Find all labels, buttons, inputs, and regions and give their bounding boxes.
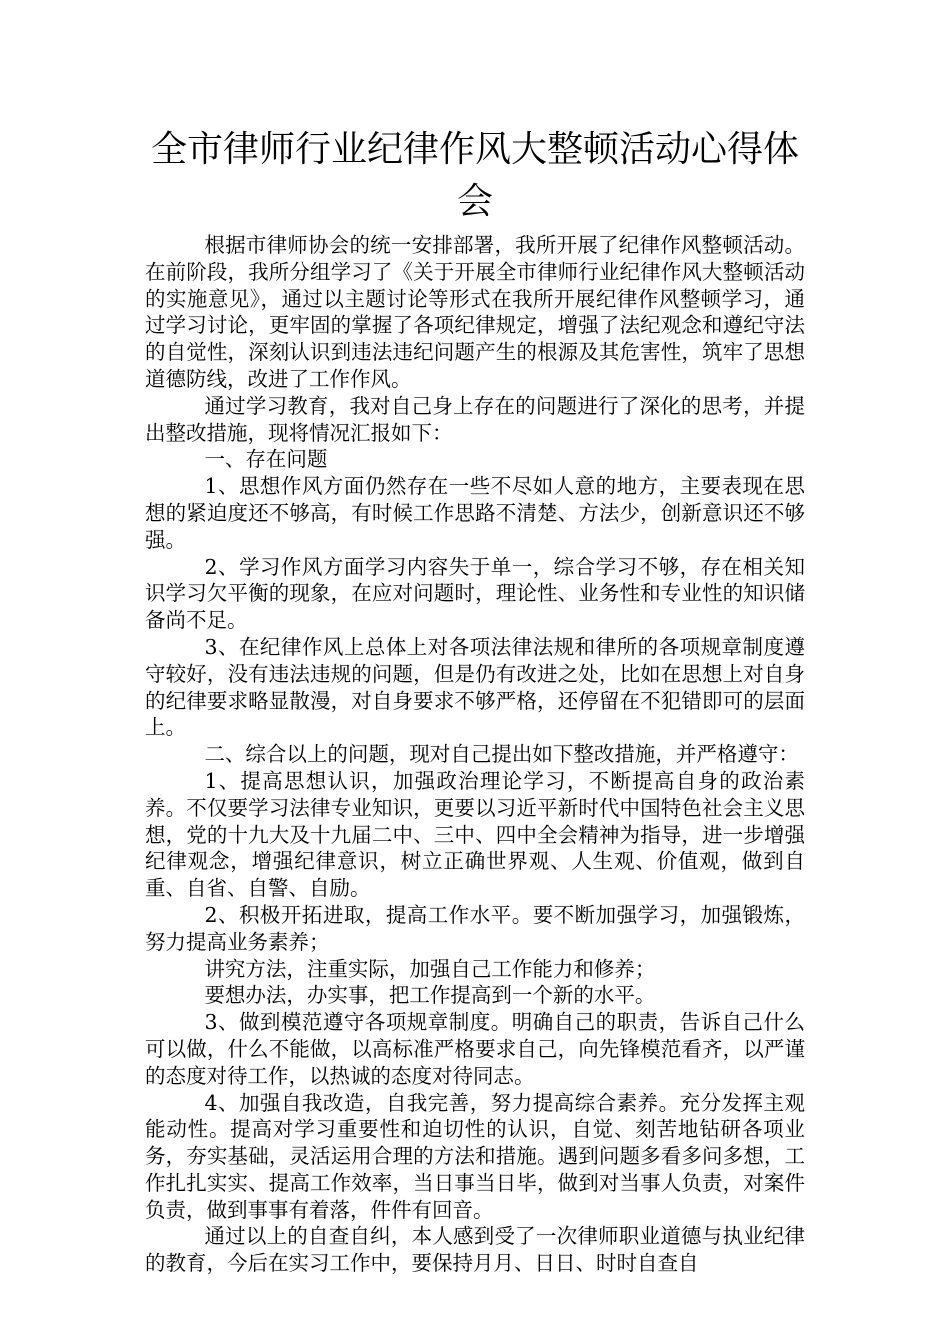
section-heading-measures: 二、综合以上的问题，现对自己提出如下整改措施，并严格遵守： (204, 742, 799, 767)
paragraph-report-lead: 通过学习教育，我对自己身上存在的问题进行了深化的思考，并提出整改措施，现将情况汇报如下： (145, 393, 805, 445)
paragraph-problem-2: 2、学习作风方面学习内容失于单一，综合学习不够，存在相关知识学习欠平衡的现象，在应对问题时，理论性、业务性和专业性的知识储备尚不足。 (145, 554, 805, 633)
paragraph-measure-4: 4、加强自我改造，自我完善，努力提高综合素养。充分发挥主观能动性。提高对学习重要性和迫切性的认识，自觉、刻苦地钻研各项业务，夯实基础，灵活运用合理的方法和措施。遇到问题多看多问多想，工作扎扎实实、提高工作效率，当日事当日毕，做到对当事人负责，对案件负责，做到事事有着落，件件有回音。 (145, 1090, 805, 1222)
paragraph-problem-1: 1、思想作风方面仍然存在一些不尽如人意的地方，主要表现在思想的紧迫度还不够高，有时候工作思路不清楚、方法少，创新意识还不够强。 (145, 474, 805, 552)
paragraph-measure-2-method: 讲究方法，注重实际，加强自己工作能力和修养； (204, 956, 656, 981)
paragraph-intro: 根据市律师协会的统一安排部署，我所开展了纪律作风整顿活动。在前阶段，我所分组学习了《关于开展全市律师行业纪律作风大整顿活动的实施意见》，通过以主题讨论等形式在我所开展纪律作风整顿学习，通过学习讨论，更牢固的掌握了各项纪律规定，增强了法纪观念和遵纪守法的自觉性，深刻认识到违法违纪问题产生的根源及其危害性，筑牢了思想道德防线，改进了工作作风。 (145, 233, 805, 391)
paragraph-measure-3: 3、做到模范遵守各项规章制度。明确自己的职责，告诉自己什么可以做，什么不能做，以高标准严格要求自己，向先锋模范看齐，以严谨的态度对待工作，以热诚的态度对待同志。 (145, 1010, 805, 1088)
paragraph-problem-3: 3、在纪律作风上总体上对各项法律法规和律所的各项规章制度遵守较好，没有违法违规的问题，但是仍有改进之处，比如在思想上对自身的纪律要求略显散漫，对自身要求不够严格，还停留在不犯错即可的层面上。 (145, 634, 805, 740)
paragraph-measure-2: 2、积极开拓进取，提高工作水平。要不断加强学习，加强锻炼，努力提高业务素养； (145, 902, 805, 954)
document-title: 全市律师行业纪律作风大整顿活动心得体会 (150, 129, 799, 222)
paragraph-measure-1: 1、提高思想认识，加强政治理论学习，不断提高自身的政治素养。不仅要学习法律专业知识，更要以习近平新时代中国特色社会主义思想，党的十九大及十九届二中、三中、四中全会精神为指导，进一步增强纪律观念，增强纪律意识，树立正确世界观、人生观、价值观，做到自重、自省、自警、自励。 (145, 768, 805, 901)
paragraph-measure-2-action: 要想办法，办实事，把工作提高到一个新的水平。 (204, 983, 656, 1008)
document-body (145, 232, 805, 1277)
document-page (145, 124, 805, 1277)
paragraph-conclusion: 通过以上的自查自纠，本人感到受了一次律师职业道德与执业纪律的教育，今后在实习工作中，要保持月月、日日、时时自查自 (145, 1224, 805, 1276)
section-heading-problems: 一、存在问题 (204, 447, 328, 472)
